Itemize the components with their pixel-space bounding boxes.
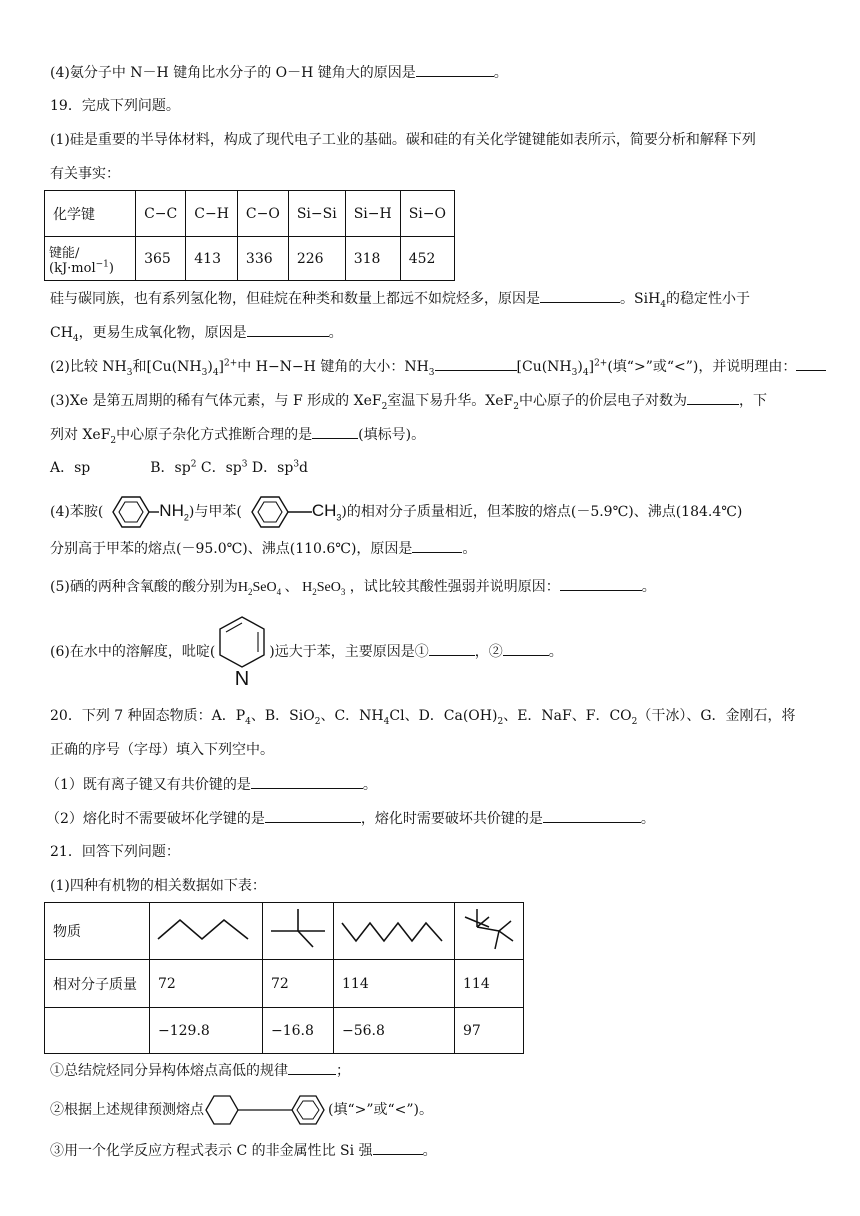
melting-point-cell: −129.8 (150, 1008, 263, 1054)
methyl-group-label: $CH_3$ (311, 501, 342, 523)
q19-p5-line: (5)硒的两种含氧酸的酸分别为$H_2SeO_4$ 、 $H_2SeO_3$ ，试比较其酸性强弱并说明原因： 。 (50, 576, 656, 598)
energy-cell: 226 (288, 237, 345, 281)
neopentane-structure-icon (263, 903, 333, 955)
q21-c2: ②根据上述规律预测熔点 (填“>”或“<”)。 (50, 1092, 433, 1128)
energy-cell: 452 (400, 237, 454, 281)
melting-point-cell: −16.8 (263, 1008, 334, 1054)
q19-p4-line2: 分别高于甲苯的熔点(－95.0℃)、沸点(110.6℃)，原因是 。 (50, 538, 476, 559)
energy-cell: 413 (186, 237, 238, 281)
answer-blank[interactable] (540, 288, 620, 303)
alkane-table-row1-label: 物质 (45, 903, 150, 960)
bond-cell: Si−H (345, 191, 400, 237)
answer-blank[interactable] (503, 641, 549, 656)
answer-blank[interactable] (312, 424, 358, 439)
bond-cell: C−O (237, 191, 288, 237)
alkane-table-row3-label (45, 1008, 150, 1054)
aniline-structure-icon (103, 494, 159, 530)
answer-blank[interactable] (265, 808, 361, 823)
q19-options (50, 458, 308, 478)
answer-blank[interactable] (429, 641, 475, 656)
q21-c1: ①总结烷烃同分异构体熔点高低的规律 ； (50, 1060, 350, 1081)
pyridine-n-label: N (235, 668, 250, 689)
q21-title: 21．回答下列问题： (50, 844, 180, 860)
substance-cell (455, 903, 524, 960)
answer-blank[interactable] (416, 62, 494, 77)
q19-p3-line1: (3)Xe 是第五周期的稀有气体元素，与 F 形成的 XeF$_2$室温下易升华。XeF$_2$中心原子的价层电子对数为 ，下 (50, 390, 767, 411)
cyclohexyl-phenyl-methane-structure-icon (204, 1093, 328, 1127)
q19-p6-line: (6)在水中的溶解度，吡啶( N )远大于苯，主要原因是① ，② 。 (50, 614, 563, 690)
q20-line2: 正确的序号（字母）填入下列空中。 (50, 742, 274, 758)
q21-c3: ③用一个化学反应方程式表示 C 的非金属性比 Si 强 。 (50, 1140, 437, 1161)
q18-part4-line: (4)氨分子中 N－H 键角比水分子的 O－H 键角大的原因是 。 (50, 62, 508, 83)
tetramethylbutane-structure-icon (455, 903, 521, 955)
option-b[interactable]: B．$sp^2$ (150, 459, 197, 476)
option-c[interactable]: C．$sp^3$ (196, 459, 248, 476)
energy-cell: 365 (136, 237, 186, 281)
q19-p1-line2: 有关事实： (50, 166, 120, 182)
q20-s1: （1）既有离子键又有共价键的是 。 (46, 774, 377, 795)
toluene-structure-icon (242, 494, 312, 530)
alkane-data-table (44, 902, 524, 1054)
energy-cell: 318 (345, 237, 400, 281)
answer-blank[interactable] (796, 356, 826, 371)
q19-p4-line1: (4)苯胺( $NH_2$)与甲苯( $CH_3$)的相对分子质量相近，但苯胺的熔点(－5.9℃)、沸点(184.4℃) (50, 492, 742, 531)
q19-p2-line: (2)比较 $NH_3$和$[Cu(NH_3)_4]^{2+}$中 H−N−H 键角的大小：$NH_3$ $[Cu(NH_3)_4]^{2+}$(填“>”或“<”)，并说明理由： (50, 356, 826, 377)
answer-blank[interactable] (247, 322, 329, 337)
answer-blank[interactable] (543, 808, 641, 823)
answer-blank[interactable] (435, 356, 517, 371)
bond-cell: Si−O (400, 191, 454, 237)
substance-cell (263, 903, 334, 960)
melting-point-cell: 97 (455, 1008, 524, 1054)
q20-s2: （2）熔化时不需要破坏化学键的是 ，熔化时需要破坏共价键的是 。 (46, 808, 655, 829)
q19-p3-line2: 列对 XeF$_2$中心原子杂化方式推断合理的是 (填标号)。 (50, 424, 425, 445)
answer-blank[interactable] (687, 390, 739, 405)
answer-blank[interactable] (373, 1140, 423, 1155)
bond-table-row2-label: 键能/ (kJ·mol$^{-1}$) (45, 237, 136, 281)
amino-group-label: $NH_2$ (159, 501, 189, 523)
mass-cell: 72 (150, 960, 263, 1008)
substance-cell (150, 903, 263, 960)
q19-after-table-line2: $CH_4$，更易生成氧化物，原因是 。 (50, 322, 343, 343)
n-octane-structure-icon (334, 903, 454, 955)
option-a[interactable]: A．sp (50, 460, 91, 476)
q19-after-table-line1: 硅与碳同族，也有系列氢化物，但硅烷在种类和数量上都远不如烷烃多，原因是 。SiH$_4$的稳定性小于 (50, 288, 750, 309)
bond-cell: Si−Si (288, 191, 345, 237)
q19-title: 19．完成下列问题。 (50, 98, 180, 114)
substance-cell (334, 903, 455, 960)
bond-table-row1-label: 化学键 (45, 191, 136, 237)
n-pentane-structure-icon (150, 903, 262, 955)
answer-blank[interactable] (288, 1060, 336, 1075)
option-d[interactable]: D．$sp^3d$ (247, 459, 309, 476)
answer-blank[interactable] (560, 576, 642, 591)
answer-blank[interactable] (251, 774, 363, 789)
mass-cell: 72 (263, 960, 334, 1008)
bond-cell: C−H (186, 191, 238, 237)
melting-point-cell: −56.8 (334, 1008, 455, 1054)
alkane-table-row2-label: 相对分子质量 (45, 960, 150, 1008)
answer-blank[interactable] (412, 538, 462, 553)
energy-cell: 336 (237, 237, 288, 281)
q20-line1: 20．下列 7 种固态物质：A．$P_4$、B．SiO$_2$、C．$NH_4Cl$、D．$Ca(OH)_2$、E．NaF、F．$CO_2$（干冰）、G．金刚石，将 (50, 708, 796, 727)
bond-energy-table (44, 190, 455, 281)
q19-p1-line1: (1)硅是重要的半导体材料，构成了现代电子工业的基础。碳和硅的有关化学键键能如表所示，简要分析和解释下列 (50, 132, 756, 148)
bond-cell: C−C (136, 191, 186, 237)
mass-cell: 114 (455, 960, 524, 1008)
q21-p1: (1)四种有机物的相关数据如下表： (50, 878, 266, 894)
pyridine-structure-icon (215, 615, 269, 689)
mass-cell: 114 (334, 960, 455, 1008)
